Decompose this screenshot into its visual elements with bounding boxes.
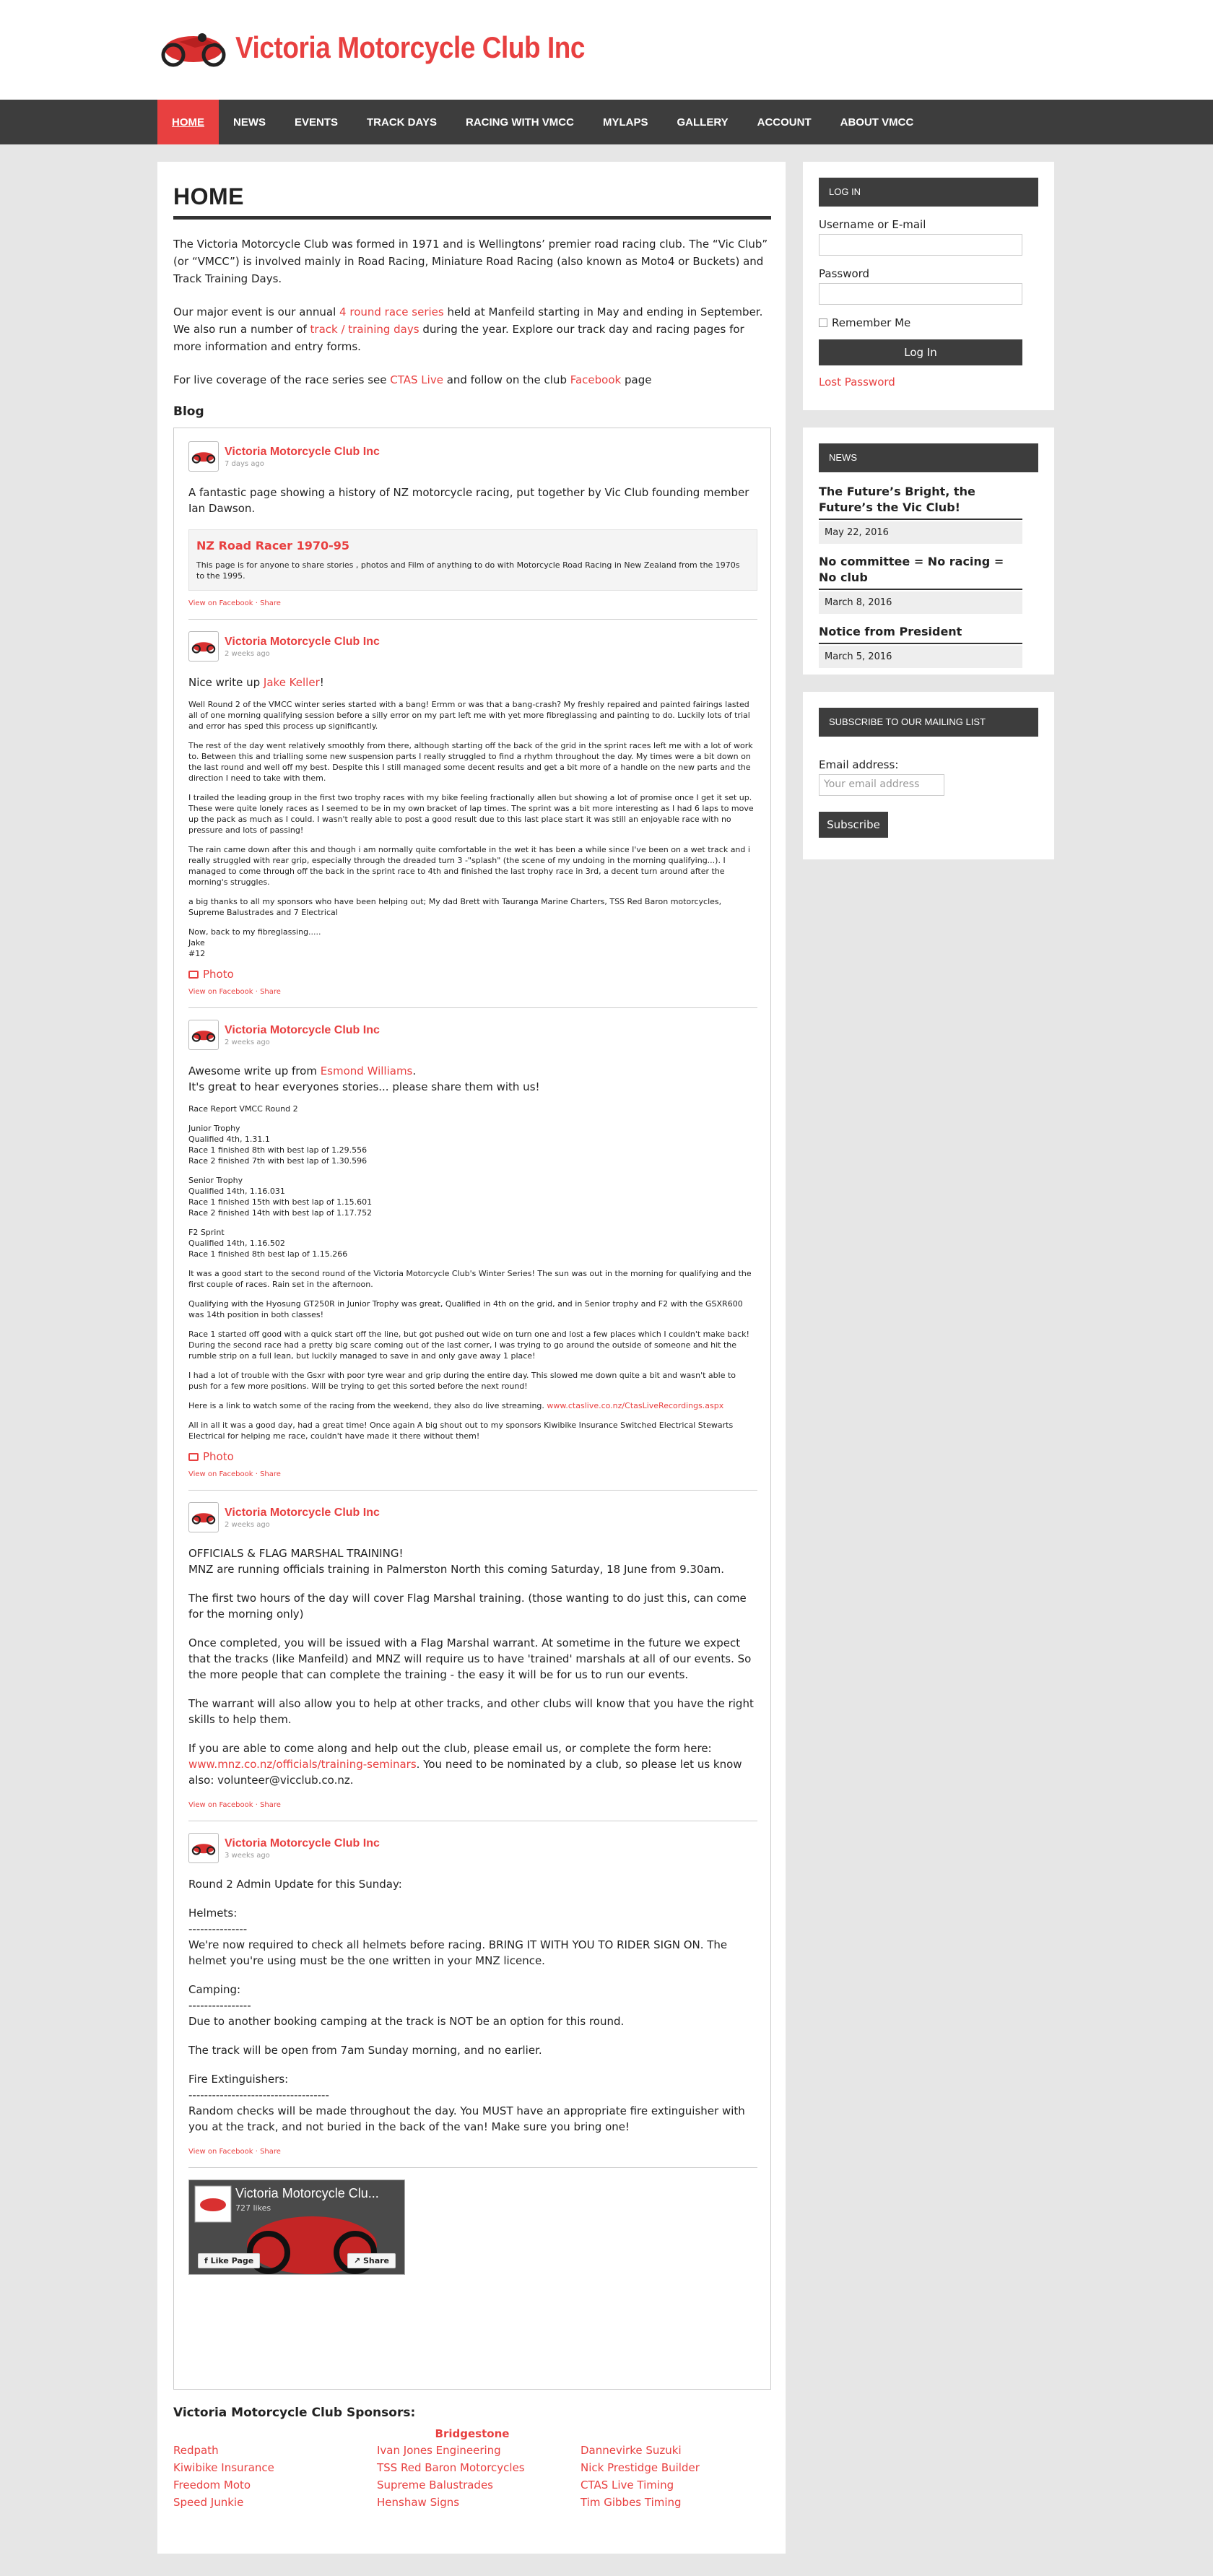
post-footer-links[interactable]: View on Facebook · Share bbox=[188, 1470, 281, 1478]
club-logo-icon bbox=[191, 636, 217, 657]
sponsor-featured[interactable]: Bridgestone bbox=[435, 2427, 510, 2440]
post-paragraph: a big thanks to all my sponsors who have been helping out; My dad Brett with Tauranga Marine Charters, TSS Red Baron motorcycles, Supreme Balustrades and 7 Electrical bbox=[188, 897, 722, 917]
post-paragraph: The rain came down after this and though i am normally quite comfortable in the wet it has been a while since I've been on a wet track and i really struggled with rear grip, especially through the dreaded turn 3 -"splash" (the scene of my undoing in the morning qualifying...). I managed to come through off the back in the sprint race to 4th and finished the last trophy race in 3rd, a decent turn around after the morning's struggles. bbox=[188, 845, 750, 887]
news-date: March 8, 2016 bbox=[819, 591, 1022, 614]
post-paragraph: Race 1 started off good with a quick start off the line, but got pushed out wide on turn one and lost a few places which I couldn't make back! During the second race had a pretty big scare coming out of the last corner, I was trying to go around the outside of someone and hit the rumble strip on a full lean, but luckily managed to save in and only gave away 1 place! bbox=[188, 1330, 749, 1361]
fb-plugin-title[interactable]: Victoria Motorcycle Clu... bbox=[235, 2186, 379, 2200]
photo-link[interactable]: Photo bbox=[188, 1450, 757, 1463]
photo-icon bbox=[188, 1453, 199, 1461]
blog-heading: Blog bbox=[173, 404, 204, 419]
post-paragraph: Here is a link to watch some of the racing from the weekend, they also do live streaming. www.ctaslive.co.nz/CtasLiveRecordings.aspx bbox=[188, 1401, 724, 1410]
news-title[interactable]: No committee = No racing = No club bbox=[819, 554, 1022, 590]
sponsor-link[interactable]: Kiwibike Insurance bbox=[173, 2461, 274, 2474]
post-paragraph: Junior Trophy Qualified 4th, 1.31.1 Race 1 finished 8th with best lap of 1.29.556 Race 2 finished 7th with best lap of 1.30.596 bbox=[188, 1124, 368, 1166]
like-page-button[interactable]: f Like Page bbox=[198, 2253, 260, 2268]
avatar[interactable] bbox=[188, 441, 219, 472]
photo-icon bbox=[188, 971, 199, 979]
post-text: Round 2 Admin Update for this Sunday: bbox=[188, 1878, 402, 1891]
post-paragraph: Senior Trophy Qualified 14th, 1.16.031 Race 1 finished 15th with best lap of 1.15.601 Race 2 finished 14th with best lap of 1.17.752 bbox=[188, 1176, 373, 1218]
subscribe-widget bbox=[803, 692, 1054, 859]
news-title[interactable]: The Future’s Bright, the Future’s the Vic Club! bbox=[819, 484, 1022, 520]
main-nav bbox=[0, 100, 1213, 144]
attachment-title[interactable]: NZ Road Racer 1970-95 bbox=[196, 539, 350, 552]
share-button[interactable]: ↗ Share bbox=[347, 2253, 396, 2268]
news-heading: NEWS bbox=[819, 443, 1038, 472]
post-paragraph: The rest of the day went relatively smoothly from there, although starting off the back of the grid in the sprint races left me with a lot of work to. Between this and trialling some new suspension parts I really struggled to find a rhythm throughout the day. My times were a bit down on the last round and well off my best. Despite this I still managed some decent results and get a bit more of a handle on the new parts and the direction I need to take with them. bbox=[188, 741, 753, 783]
nav-item-home[interactable]: HOME bbox=[157, 100, 219, 144]
post-author[interactable]: Victoria Motorcycle Club Inc bbox=[225, 1023, 380, 1036]
nav-item-news[interactable]: NEWS bbox=[233, 116, 266, 129]
site-header bbox=[0, 0, 1213, 100]
facebook-feed bbox=[173, 428, 771, 2390]
mention-link[interactable]: Esmond Williams bbox=[320, 1064, 413, 1077]
post-text: Helmets: --------------- We're now required to check all helmets before racing. BRING IT WITH YOU TO RIDER SIGN ON. The helmet you're using must be the one written in your MNZ licence. bbox=[188, 1907, 728, 1967]
post-paragraph: Now, back to my fibreglassing..... Jake #12 bbox=[188, 927, 321, 958]
post-paragraph: Race Report VMCC Round 2 bbox=[188, 1104, 298, 1114]
email-label: Email address: bbox=[819, 758, 899, 771]
subscribe-heading: SUBSCRIBE TO OUR MAILING LIST bbox=[819, 708, 1038, 737]
post-lead: Awesome write up from Esmond Williams. It's great to hear everyones stories... please share them with us! bbox=[188, 1064, 540, 1093]
ctas-live-link[interactable]: CTAS Live bbox=[390, 373, 443, 386]
feed-post bbox=[188, 1502, 757, 1821]
photo-link[interactable]: Photo bbox=[188, 968, 757, 981]
nav-item-track-days[interactable]: TRACK DAYS bbox=[367, 116, 437, 129]
avatar[interactable] bbox=[188, 1020, 219, 1050]
club-logo-icon bbox=[191, 1024, 217, 1046]
sponsor-link[interactable]: TSS Red Baron Motorcycles bbox=[377, 2461, 525, 2474]
share-icon: ↗ bbox=[353, 2256, 363, 2265]
post-paragraph: All in all it was a good day, had a great time! Once again A big shout out to my sponsors Kiwibike Insurance Switched Electrical Stewarts Electrical for helping me race, couldn't have made it there without them! bbox=[188, 1421, 734, 1441]
sponsor-link[interactable]: Freedom Moto bbox=[173, 2479, 251, 2492]
post-paragraph: Well Round 2 of the VMCC winter series started with a bang! Ermm or was that a bang-crash? My freshly repaired and painted fairings lasted all of one morning qualifying session before a silly error on my part left me with yet more fibreglassing and painting to do. Luckily lots of trial and error has sped this process up significantly. bbox=[188, 700, 750, 731]
post-text: If you are able to come along and help out the club, please email us, or complete the form here: www.mnz.co.nz/officials/training-seminars. You need to be nominated by a club, so please let us know also: volunteer@vicclub.co.nz. bbox=[188, 1742, 742, 1787]
site-logo[interactable] bbox=[157, 26, 632, 69]
nav-item-mylaps[interactable]: MYLAPS bbox=[602, 116, 648, 129]
race-series-link[interactable]: 4 round race series bbox=[339, 305, 444, 318]
avatar[interactable] bbox=[188, 631, 219, 662]
news-title[interactable]: Notice from President bbox=[819, 624, 1022, 644]
remember-me-checkbox[interactable] bbox=[819, 318, 827, 327]
motorcycle-logo-icon bbox=[157, 26, 230, 69]
email-input[interactable]: Your email address bbox=[819, 774, 944, 796]
facebook-page-plugin[interactable] bbox=[188, 2180, 405, 2275]
subscribe-button[interactable]: Subscribe bbox=[819, 812, 888, 838]
nav-item-account[interactable]: ACCOUNT bbox=[757, 116, 812, 129]
news-item[interactable] bbox=[819, 554, 1045, 614]
sponsor-link[interactable]: Ivan Jones Engineering bbox=[377, 2444, 501, 2457]
sponsor-link[interactable]: Supreme Balustrades bbox=[377, 2479, 494, 2492]
nav-item-events[interactable]: EVENTS bbox=[295, 116, 339, 129]
main-content bbox=[157, 162, 786, 2554]
nav-item-racing[interactable]: RACING WITH VMCC bbox=[465, 116, 574, 129]
sponsor-link[interactable]: Nick Prestidge Builder bbox=[581, 2461, 700, 2474]
post-footer-links[interactable]: View on Facebook · Share bbox=[188, 1801, 281, 1809]
attachment-description: This page is for anyone to share stories , photos and Film of anything to do with Motorcycle Road Racing in New Zealand from the 1970s to the 1995. bbox=[196, 560, 740, 581]
login-button[interactable]: Log In bbox=[819, 339, 1022, 365]
username-input[interactable] bbox=[819, 234, 1022, 256]
sponsor-link[interactable]: Henshaw Signs bbox=[377, 2496, 460, 2509]
post-text: Once completed, you will be issued with a Flag Marshal warrant. At sometime in the future we expect that the tracks (like Manfeild) and MNZ will require us to have 'trained' marshals at all of our events. So the more people that can complete the training - the easy it will be for us to run our events. bbox=[188, 1636, 752, 1681]
link-attachment[interactable] bbox=[188, 529, 757, 591]
ctas-recordings-link[interactable]: www.ctaslive.co.nz/CtasLiveRecordings.aspx bbox=[547, 1401, 724, 1410]
feed-post bbox=[188, 1833, 757, 2168]
post-time[interactable]: 2 weeks ago bbox=[225, 649, 270, 658]
post-footer-links[interactable]: View on Facebook · Share bbox=[188, 988, 281, 996]
sponsor-link[interactable]: CTAS Live Timing bbox=[581, 2479, 674, 2492]
intro-paragraph-live: For live coverage of the race series see CTAS Live and follow on the club Facebook page bbox=[173, 373, 652, 386]
club-logo-icon bbox=[191, 446, 217, 467]
post-author[interactable]: Victoria Motorcycle Club Inc bbox=[225, 445, 380, 458]
post-text: A fantastic page showing a history of NZ motorcycle racing, put together by Vic Club founding member Ian Dawson. bbox=[188, 486, 749, 515]
mention-link[interactable]: Jake Keller bbox=[263, 676, 320, 689]
facebook-link[interactable]: Facebook bbox=[570, 373, 622, 386]
login-heading: LOG IN bbox=[819, 178, 1038, 207]
site-title: Victoria Motorcycle Club Inc bbox=[235, 30, 586, 64]
post-footer-links[interactable]: View on Facebook · Share bbox=[188, 599, 281, 607]
sponsor-link[interactable]: Dannevirke Suzuki bbox=[581, 2444, 682, 2457]
avatar[interactable] bbox=[188, 1833, 219, 1863]
intro-paragraph: The Victoria Motorcycle Club was formed in 1971 and is Wellingtons’ premier road racing club. The “Vic Club” (or “VMCC”) is involved mainly in Road Racing, Miniature Road Racing (also known as Moto4 or Buckets) and Track Training Days. bbox=[173, 238, 768, 285]
track-days-link[interactable]: track / training days bbox=[310, 323, 419, 336]
post-text: Camping: ---------------- Due to another booking camping at the track is NOT be an option for this round. bbox=[188, 1983, 625, 2028]
post-author[interactable]: Victoria Motorcycle Club Inc bbox=[225, 1836, 380, 1849]
news-date: May 22, 2016 bbox=[819, 521, 1022, 544]
nav-item-about[interactable]: ABOUT VMCC bbox=[840, 116, 914, 129]
post-text: The track will be open from 7am Sunday morning, and no earlier. bbox=[188, 2044, 542, 2057]
post-time[interactable]: 2 weeks ago bbox=[225, 1520, 270, 1529]
news-item[interactable] bbox=[819, 484, 1045, 544]
facebook-icon: f bbox=[204, 2256, 211, 2265]
lost-password-link[interactable]: Lost Password bbox=[819, 376, 895, 389]
post-text: Fire Extinguishers: ------------------------------------ Random checks will be made throughout the day. You MUST have an appropriate fire extinguisher with you at the track, and not buried in the back of the van! Make sure you bring one! bbox=[188, 2073, 745, 2133]
post-time[interactable]: 7 days ago bbox=[225, 459, 264, 468]
nav-item-gallery[interactable]: GALLERY bbox=[677, 116, 729, 129]
password-input[interactable] bbox=[819, 283, 1022, 305]
post-lead: Nice write up Jake Keller! bbox=[188, 676, 324, 689]
post-author[interactable]: Victoria Motorcycle Club Inc bbox=[225, 635, 380, 648]
mnz-training-link[interactable]: www.mnz.co.nz/officials/training-seminars bbox=[188, 1758, 417, 1771]
post-paragraph: It was a good start to the second round of the Victoria Motorcycle Club's Winter Series! The sun was out in the morning for qualifying and the first couple of races. Rain set in the afternoon. bbox=[188, 1269, 752, 1289]
post-time[interactable]: 2 weeks ago bbox=[225, 1038, 270, 1046]
avatar[interactable] bbox=[188, 1502, 219, 1532]
news-date: March 5, 2016 bbox=[819, 646, 1022, 668]
post-time[interactable]: 3 weeks ago bbox=[225, 1851, 270, 1860]
fb-plugin-likes: 727 likes bbox=[235, 2203, 271, 2213]
club-logo-icon bbox=[191, 1837, 217, 1859]
sponsors-heading: Victoria Motorcycle Club Sponsors: bbox=[173, 2406, 416, 2420]
page-title: HOME bbox=[173, 183, 771, 220]
intro-paragraph-events: Our major event is our annual 4 round race series held at Manfeild starting in May and ending in September. We also run a number of track / training days during the year. Explore our track day and racing pages for more information and entry forms. bbox=[173, 305, 763, 353]
feed-post bbox=[188, 631, 757, 1008]
post-paragraph: Qualifying with the Hyosung GT250R in Junior Trophy was great, Qualified in 4th on the grid, and in Senior trophy and F2 with the GSXR600 was 14th position in both classes! bbox=[188, 1299, 743, 1319]
post-footer-links[interactable]: View on Facebook · Share bbox=[188, 2148, 281, 2156]
login-widget bbox=[803, 162, 1054, 410]
sponsor-link[interactable]: Speed Junkie bbox=[173, 2496, 244, 2509]
post-text: OFFICIALS & FLAG MARSHAL TRAINING! MNZ are running officials training in Palmerston North this coming Saturday, 18 June from 9.30am. bbox=[188, 1547, 725, 1576]
post-paragraph: F2 Sprint Qualified 14th, 1.16.502 Race 1 finished 8th best lap of 1.15.266 bbox=[188, 1228, 348, 1259]
feed-post bbox=[188, 1020, 757, 1491]
news-item[interactable] bbox=[819, 624, 1045, 668]
post-paragraph: I had a lot of trouble with the Gsxr with poor tyre wear and grip during the entire day. This slowed me down quite a bit and wasn't able to push for a few more positions. Will be trying to get this sorted before the next round! bbox=[188, 1371, 736, 1391]
sponsors-list bbox=[173, 2443, 771, 2510]
post-text: The first two hours of the day will cover Flag Marshal training. (those wanting to do just this, can come for the morning only) bbox=[188, 1592, 747, 1621]
club-logo-icon bbox=[191, 1506, 217, 1528]
password-label: Password bbox=[819, 267, 870, 280]
remember-me-label: Remember Me bbox=[832, 316, 911, 329]
post-text: The warrant will also allow you to help at other tracks, and other clubs will know that you have the right skills to help them. bbox=[188, 1697, 754, 1726]
post-paragraph: I trailed the leading group in the first two trophy races with my bike feeling fractionally allen but showing a lot of promise once I get it set up. These were quite lonely races as I seemed to be in my own bracket of lap times. The sprint was a bit more interesting as I had 6 laps to move up the pack as much as I could. I wasn't really able to post a good result due to this last place start it was still an enjoyable race with no pressure and lots of passing! bbox=[188, 793, 754, 835]
news-widget bbox=[803, 428, 1054, 675]
post-author[interactable]: Victoria Motorcycle Club Inc bbox=[225, 1506, 380, 1519]
username-label: Username or E-mail bbox=[819, 218, 926, 231]
sponsor-link[interactable]: Tim Gibbes Timing bbox=[581, 2496, 682, 2509]
feed-post bbox=[188, 441, 757, 620]
sponsor-link[interactable]: Redpath bbox=[173, 2444, 219, 2457]
